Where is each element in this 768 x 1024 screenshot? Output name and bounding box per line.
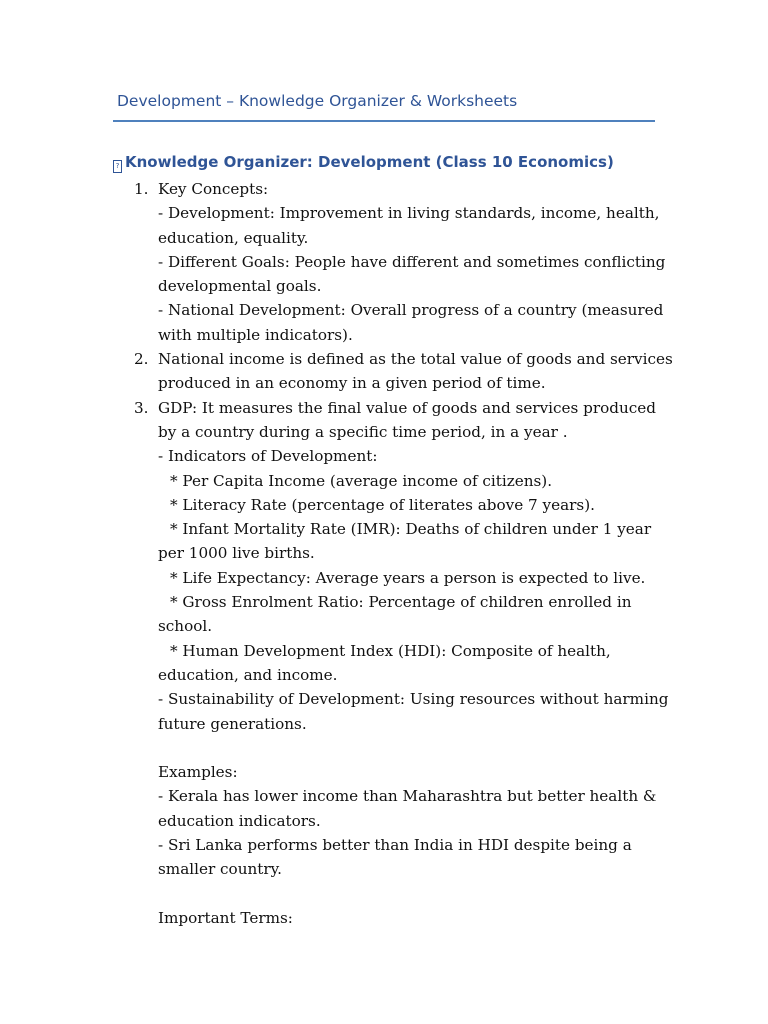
document-body: [134, 177, 678, 930]
list-item: [134, 396, 678, 736]
blank-line: [158, 882, 678, 906]
list-line: developmental goals.: [158, 277, 322, 296]
list-item: [134, 347, 678, 396]
list-line: education, and income.: [158, 665, 338, 684]
list-line: - National Development: Overall progress of a country (measured: [158, 301, 664, 320]
list-number: 2.: [134, 350, 149, 369]
indicator-line: * Literacy Rate (percentage of literates above 7 years).: [170, 495, 595, 514]
document-title: Development – Knowledge Organizer & Worksheets: [117, 92, 518, 110]
list-line: - Indicators of Development:: [158, 447, 378, 466]
list-line: GDP: It measures the final value of goods and services produced: [158, 398, 656, 417]
title-underline: [113, 120, 655, 122]
indicator-line: * Gross Enrolment Ratio: Percentage of children enrolled in: [170, 593, 632, 612]
list-line: future generations.: [158, 714, 307, 733]
list-line: by a country during a specific time period, in a year .: [158, 422, 568, 441]
list-line: - Development: Improvement in living standards, income, health,: [158, 204, 660, 223]
blank-line: [158, 736, 678, 760]
indicator-line: * Life Expectancy: Average years a person is expected to live.: [170, 568, 646, 587]
important-terms-heading: Important Terms:: [158, 908, 293, 927]
section-heading: [113, 153, 614, 173]
indicator-line: * Per Capita Income (average income of citizens).: [170, 471, 553, 490]
list-line: school.: [158, 617, 213, 636]
list-line: Key Concepts:: [158, 180, 269, 198]
examples-heading: Examples:: [158, 763, 238, 782]
list-item: [134, 177, 678, 347]
list-line: with multiple indicators).: [158, 325, 353, 344]
indicator-line: * Infant Mortality Rate (IMR): Deaths of children under 1 year: [170, 520, 652, 539]
list-line: produced in an economy in a given period of time.: [158, 374, 546, 393]
list-line: education, equality.: [158, 228, 309, 247]
examples-block: [158, 760, 678, 881]
list-line: - Sustainability of Development: Using resources without harming: [158, 690, 669, 709]
indicator-line: * Human Development Index (HDI): Composite of health,: [170, 641, 611, 660]
list-number: 3.: [134, 398, 149, 417]
list-line: National income is defined as the total value of goods and services: [158, 350, 673, 369]
example-line: education indicators.: [158, 811, 321, 830]
example-line: smaller country.: [158, 860, 283, 879]
list-line: - Different Goals: People have different and sometimes conflicting: [158, 252, 666, 271]
section-heading-text: Knowledge Organizer: Development (Class 10 Economics): [125, 153, 614, 171]
list-number: 1.: [134, 180, 149, 198]
example-line: - Sri Lanka performs better than India in HDI despite being a: [158, 836, 632, 855]
example-line: - Kerala has lower income than Maharashtra but better health &: [158, 787, 657, 806]
list-line: per 1000 live births.: [158, 544, 315, 563]
missing-glyph-icon: ?: [113, 160, 122, 173]
